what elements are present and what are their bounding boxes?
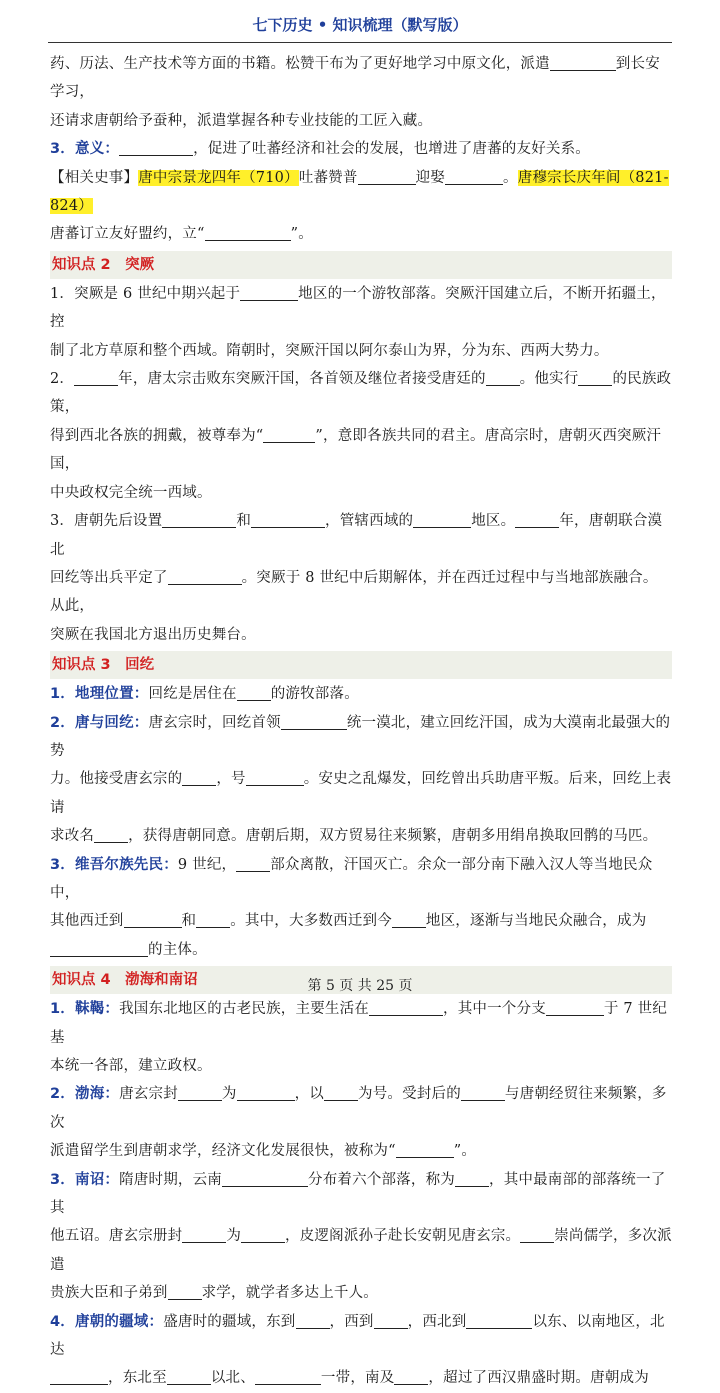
fill-blank[interactable] xyxy=(168,569,242,585)
page-number: 第 5 页 共 25 页 xyxy=(307,978,413,994)
paragraph: ，东北至 以北、 一带，南及 ，超过了西汉鼎盛时期。唐朝成为 xyxy=(50,1364,672,1392)
fill-blank[interactable] xyxy=(50,1369,108,1385)
fill-blank[interactable] xyxy=(392,912,426,928)
paragraph: 还请求唐朝给予蚕种，派遣掌握各种专业技能的工匠入藏。 xyxy=(50,112,433,129)
header-divider xyxy=(48,42,672,43)
paragraph: 4．唐朝的疆域：盛唐时的疆域，东到 ，西到 ，西北到 以东、以南地区，北达 xyxy=(50,1313,665,1359)
fill-blank[interactable] xyxy=(263,427,315,443)
fill-blank[interactable] xyxy=(205,225,291,241)
paragraph: 2．唐与回纥：唐玄宗时，回纥首领 统一漠北，建立回纥汗国，成为大漠南北最强大的势 xyxy=(50,714,671,759)
fill-blank[interactable] xyxy=(466,1312,532,1328)
fill-blank[interactable] xyxy=(124,912,182,928)
fill-blank[interactable] xyxy=(486,370,520,386)
fill-blank[interactable] xyxy=(240,285,298,301)
fill-blank[interactable] xyxy=(237,1085,295,1101)
fill-blank[interactable] xyxy=(196,912,230,928)
fill-blank[interactable] xyxy=(281,713,347,729)
paragraph: 2． 年，唐太宗击败东突厥汗国，各首领及继位者接受唐廷的 。他实行 的民族政策， xyxy=(50,371,672,416)
paragraph: 药、历法、生产技术等方面的书籍。松赞干布为了更好地学习中原文化，派遣 到长安学习， xyxy=(50,56,660,101)
paragraph: 求改名 ，获得唐朝同意。唐朝后期，双方贸易往来频繁，唐朝多用绢帛换取回鹘的马匹。 xyxy=(50,828,658,845)
paragraph: 制了北方草原和整个西域。隋朝时，突厥汗国以阿尔泰山为界，分为东、西两大势力。 xyxy=(50,342,609,359)
paragraph: 1．突厥是 6 世纪中期兴起于 地区的一个游牧部落。突厥汗国建立后，不断开拓疆土，控 xyxy=(50,285,666,331)
fill-blank[interactable] xyxy=(445,168,503,184)
fill-blank[interactable] xyxy=(237,685,271,701)
fill-blank[interactable] xyxy=(461,1085,505,1101)
fill-blank[interactable] xyxy=(50,941,148,957)
fill-blank[interactable] xyxy=(182,770,216,786)
item-label: 1．地理位置： xyxy=(50,686,149,703)
item-label: 1．靺鞨： xyxy=(50,1001,120,1018)
paragraph: 回纥等出兵平定了 。突厥于 8 世纪中后期解体，并在西迁过程中与当地部族融合。从此， xyxy=(50,569,658,615)
fill-blank[interactable] xyxy=(550,55,616,71)
paragraph: 【相关史事】唐中宗景龙四年（710）吐蕃赞普 迎娶 。唐穆宗长庆年间（821-824） xyxy=(50,169,669,215)
paragraph: 2．渤海：唐玄宗封 为 ，以 为号。受封后的 与唐朝经贸往来频繁，多次 xyxy=(50,1086,667,1131)
fill-blank[interactable] xyxy=(119,140,193,156)
fill-blank[interactable] xyxy=(251,512,325,528)
fill-blank[interactable] xyxy=(515,512,559,528)
fill-blank[interactable] xyxy=(396,1142,454,1158)
item-label: 4．唐朝的疆域： xyxy=(50,1313,164,1330)
paragraph: 派遣留学生到唐朝求学，经济文化发展很快，被称为“ ”。 xyxy=(50,1143,477,1160)
paragraph: 3．意义： ，促进了吐蕃经济和社会的发展，也增进了唐蕃的友好关系。 xyxy=(50,141,590,158)
fill-blank[interactable] xyxy=(578,370,612,386)
fill-blank[interactable] xyxy=(369,1000,443,1016)
paragraph: 3．南诏：隋唐时期，云南 分布着六个部落，称为 ，其中最南部的部落统一了其 xyxy=(50,1171,666,1217)
item-label: 2．渤海： xyxy=(50,1086,120,1103)
paragraph: 得到西北各族的拥戴，被尊奉为“ ”，意即各族共同的君主。唐高宗时，唐朝灭西突厥汗国， xyxy=(50,427,662,473)
paragraph: 3．唐朝先后设置 和 ，管辖西域的 地区。 年，唐朝联合漠北 xyxy=(50,513,663,558)
fill-blank[interactable] xyxy=(394,1369,428,1385)
item-label: 3．意义： xyxy=(50,141,120,158)
paragraph: 贵族大臣和子弟到 求学，就学者多达上千人。 xyxy=(50,1285,379,1302)
paragraph: 的主体。 xyxy=(50,936,672,964)
fill-blank[interactable] xyxy=(168,1284,202,1300)
paragraph: 其他西迁到 和 。其中，大多数西迁到今 地区，逐渐与当地民众融合，成为 xyxy=(50,913,647,930)
paragraph: 唐蕃订立友好盟约，立“ ”。 xyxy=(50,226,313,243)
fill-blank[interactable] xyxy=(178,1085,222,1101)
section-heading: 知识点 4 渤海和南诏 xyxy=(50,966,672,994)
fill-blank[interactable] xyxy=(255,1369,321,1385)
paragraph: 突厥在我国北方退出历史舞台。 xyxy=(50,626,256,643)
document-body xyxy=(50,50,672,1393)
fill-blank[interactable] xyxy=(546,1000,604,1016)
fill-blank[interactable] xyxy=(520,1227,554,1243)
highlight: 唐中宗景龙四年（710） xyxy=(138,169,299,186)
paragraph: 中央政权完全统一西域。 xyxy=(50,484,212,501)
fill-blank[interactable] xyxy=(74,370,118,386)
fill-blank[interactable] xyxy=(358,168,416,184)
paragraph: 他五诏。唐玄宗册封 为 ，皮逻阁派孙子赴长安朝见唐玄宗。 崇尚儒学，多次派遣 xyxy=(50,1228,672,1273)
fill-blank[interactable] xyxy=(455,1170,489,1186)
page-title: 七下历史 • 知识梳理（默写版） xyxy=(252,16,468,34)
fill-blank[interactable] xyxy=(222,1170,308,1186)
fill-blank[interactable] xyxy=(162,512,236,528)
fill-blank[interactable] xyxy=(374,1312,408,1328)
item-label: 2．唐与回纥： xyxy=(50,714,149,731)
section-heading: 知识点 2 突厥 xyxy=(50,251,672,279)
fill-blank[interactable] xyxy=(413,512,471,528)
section-heading: 知识点 3 回纥 xyxy=(50,651,672,679)
paragraph: 1．地理位置：回纥是居住在 的游牧部落。 xyxy=(50,686,359,703)
fill-blank[interactable] xyxy=(236,855,270,871)
paragraph: 3．维吾尔族先民：9 世纪， 部众离散，汗国灭亡。余众一部分南下融入汉人等当地民众中， xyxy=(50,856,653,901)
paragraph: 力。他接受唐玄宗的 ，号 。安史之乱爆发，回纥曾出兵助唐平叛。后来，回纥上表请 xyxy=(50,771,672,816)
fill-blank[interactable] xyxy=(246,770,304,786)
fill-blank[interactable] xyxy=(182,1227,226,1243)
fill-blank[interactable] xyxy=(296,1312,330,1328)
fill-blank[interactable] xyxy=(324,1085,358,1101)
fill-blank[interactable] xyxy=(167,1369,211,1385)
paragraph: 1．靺鞨：我国东北地区的古老民族，主要生活在 ，其中一个分支 于 7 世纪基 xyxy=(50,1001,668,1046)
highlight: 唐穆宗长庆年间（821-824） xyxy=(50,169,669,215)
fill-blank[interactable] xyxy=(94,827,128,843)
paragraph: 本统一各部，建立政权。 xyxy=(50,1058,212,1074)
fill-blank[interactable] xyxy=(241,1227,285,1243)
item-label: 3．南诏： xyxy=(50,1171,120,1188)
item-label: 3．维吾尔族先民： xyxy=(50,856,178,873)
